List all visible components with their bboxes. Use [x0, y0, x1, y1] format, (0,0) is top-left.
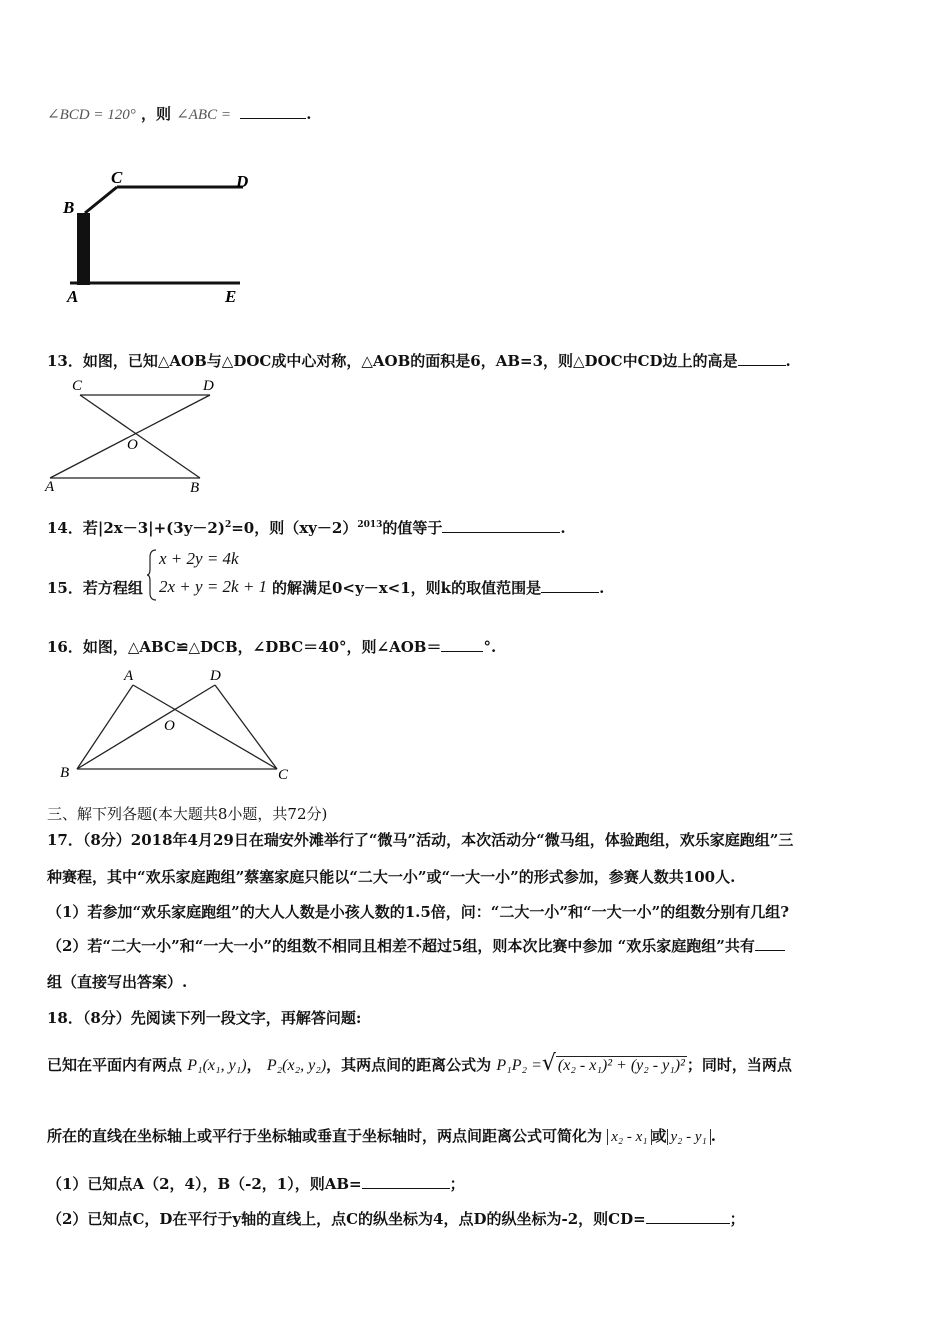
- q13-label-b: B: [190, 480, 200, 496]
- q16-answer-blank[interactable]: [441, 637, 483, 652]
- q13-end: .: [785, 352, 791, 370]
- q12-label-e: E: [225, 287, 237, 305]
- q15-prefix: 15．若方程组: [47, 579, 143, 597]
- q18-formula-lhs: P₁P₂ =: [496, 1057, 542, 1074]
- q13-segment-cb: [80, 395, 200, 478]
- q18-part-2-end: ；: [729, 1210, 745, 1228]
- q18-part-1: [47, 1173, 465, 1194]
- q14-answer-blank[interactable]: [442, 518, 560, 533]
- q13-label-c: C: [72, 378, 83, 394]
- q15-suffix: 的解满足0<y－x<1，则k的取值范围是: [272, 579, 542, 597]
- q17-part-2: [47, 935, 785, 956]
- q18-abs-y: y₂ - y₁: [667, 1129, 711, 1145]
- q13-answer-blank[interactable]: [738, 351, 786, 366]
- q17-part-1: （1）若参加“欢乐家庭跑组”的大人人数是小孩人数的1.5倍，问：“二大一小”和“一大一小”的组数分别有几组?: [47, 903, 790, 921]
- q12-end: .: [306, 105, 312, 123]
- q18-p1-b: ，其两点间的距离公式为: [326, 1056, 492, 1074]
- q14-sup-1: 2: [224, 520, 232, 530]
- q18-part-2-blank[interactable]: [646, 1209, 730, 1224]
- q16-text: 16．如图，△ABC≌△DCB，∠DBC＝40°，则∠AOB＝: [47, 638, 442, 656]
- q13-label-d: D: [203, 378, 214, 394]
- q12-pillar-ab: [77, 213, 90, 285]
- q17-part-2b: 组（直接写出答案）.: [47, 973, 188, 991]
- q15-eq2: 2x + y = 2k + 1: [159, 577, 268, 596]
- q18-intro: 18．（8分）先阅读下列一段文字，再解答问题:: [47, 1009, 362, 1027]
- q16-segment-ac: [133, 685, 277, 769]
- q17-answer-blank[interactable]: [755, 936, 785, 951]
- q18-p1-sep: ，: [246, 1056, 262, 1074]
- q18-sqrt-icon: √: [541, 1051, 556, 1076]
- q16-label-d: D: [210, 668, 221, 684]
- q18-p2-end: .: [710, 1127, 716, 1145]
- q16-figure: [55, 665, 295, 785]
- q13-figure: [40, 376, 230, 496]
- q18-part-2-text: （2）已知点C，D在平行于y轴的直线上，点C的纵坐标为4，点D的纵坐标为-2，则CD=: [47, 1210, 646, 1228]
- q14-mid: =0，则（xy－2）: [231, 519, 358, 537]
- q18-p1-a: 已知在平面内有两点: [47, 1056, 183, 1074]
- q16-segment-bd: [77, 685, 215, 769]
- q18-p2-or: 或: [651, 1127, 667, 1145]
- q14-sup-2: 2013: [357, 520, 383, 530]
- q18-part-2: [47, 1208, 745, 1229]
- q13-label-o: O: [127, 437, 138, 453]
- q12-label-b: B: [63, 198, 75, 217]
- q13-label-a: A: [45, 479, 55, 495]
- q18-p1-c: ；同时，当两点: [686, 1056, 792, 1074]
- q16-segment-dc: [215, 685, 277, 769]
- q18-point-p1: P₁(x₁, y₁): [187, 1057, 247, 1074]
- q15-system: [147, 547, 275, 603]
- q17-line-1: 17．（8分）2018年4月29日在瑞安外滩举行了“微马”活动，本次活动分“微马组，体验跑组，欢乐家庭跑组”三: [47, 831, 794, 849]
- q14-end: .: [560, 519, 566, 537]
- q12-segment-bc: [85, 187, 117, 213]
- q12-ask: ∠ABC =: [176, 107, 231, 123]
- q16-label-o: O: [164, 718, 175, 734]
- q18-part-1-end: ；: [449, 1175, 465, 1193]
- q16-label-c: C: [278, 767, 289, 783]
- q16-line: [47, 636, 496, 657]
- q15-rest: [272, 577, 604, 598]
- q12-label-c: C: [111, 168, 123, 187]
- q14-line: [47, 517, 566, 538]
- q18-paragraph-2: [47, 1125, 716, 1146]
- q18-formula-rhs: (x₂ - x₁)² + (y₂ - y₁)²: [557, 1057, 685, 1074]
- q12-given: ∠BCD = 120°: [47, 107, 136, 123]
- q12-mid: ，则: [140, 105, 171, 123]
- q13-text: 13．如图，已知△AOB与△DOC成中心对称，△AOB的面积是6，AB=3，则△DOC中CD边上的高是: [47, 352, 738, 370]
- q18-p2-a: 所在的直线在坐标轴上或平行于坐标轴或垂直于坐标轴时，两点间距离公式可简化为: [47, 1127, 603, 1145]
- q12-line: [47, 103, 311, 124]
- q17-line-2: 种赛程，其中“欢乐家庭跑组”蔡塞家庭只能以“二大一小”或“一大一小”的形式参加，参赛人数共100人.: [47, 868, 736, 886]
- q13-line: [47, 350, 791, 371]
- q12-label-d: D: [236, 172, 249, 191]
- q14-suffix: 的值等于: [382, 519, 443, 537]
- q15-end: .: [599, 579, 605, 597]
- q12-answer-blank[interactable]: [240, 104, 306, 119]
- q15-eq1: x + 2y = 4k: [159, 549, 239, 568]
- q16-end: °.: [483, 638, 497, 656]
- q18-paragraph-1: [47, 1051, 792, 1076]
- q15-line: [47, 577, 143, 598]
- q15-answer-blank[interactable]: [541, 578, 599, 593]
- q17-part-2-text: （2）若“二大一小”和“一大一小”的组数不相同且相差不超过5组，则本次比赛中参加 “欢乐家庭跑组”共有: [47, 937, 755, 955]
- q18-point-p2: P₂(x₂, y₂): [266, 1057, 327, 1074]
- q14-prefix: 14．若|2x－3|+(3y－2): [47, 519, 225, 537]
- q15-brace-icon: [147, 549, 157, 601]
- q16-label-a: A: [124, 668, 134, 684]
- q16-label-b: B: [60, 765, 70, 781]
- q12-figure: [55, 165, 265, 305]
- q12-label-a: A: [67, 287, 79, 305]
- section-3-title: 三、解下列各题(本大题共8小题，共72分): [47, 805, 328, 823]
- q18-part-1-blank[interactable]: [362, 1174, 450, 1189]
- q18-abs-x: x₂ - x₁: [607, 1129, 651, 1145]
- q18-part-1-text: （1）已知点A（2，4），B（-2，1），则AB=: [47, 1175, 362, 1193]
- q16-segment-ba: [77, 685, 133, 769]
